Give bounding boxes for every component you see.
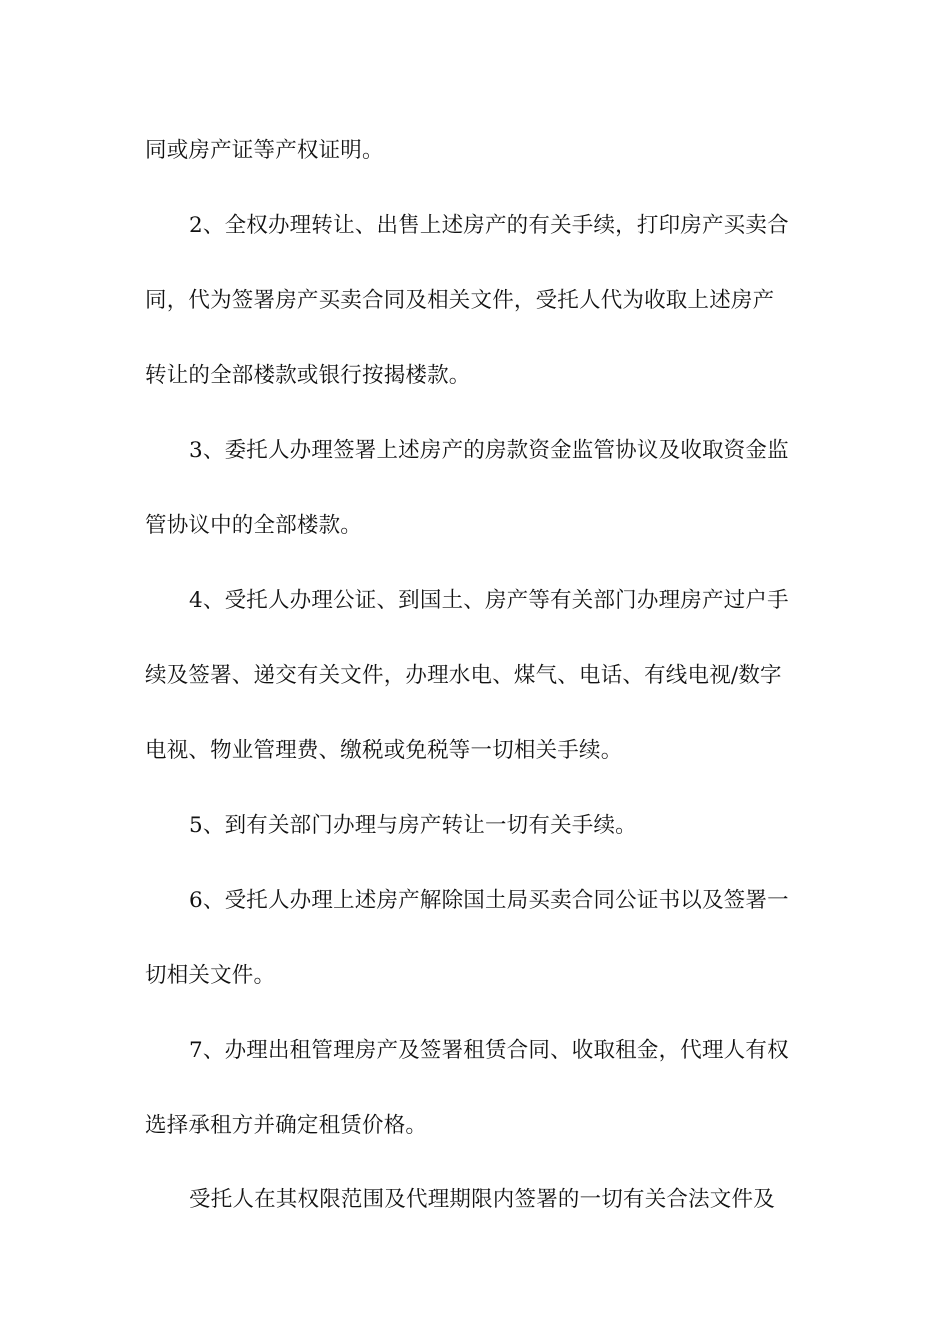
text-line: 同或房产证等产权证明。 bbox=[145, 138, 384, 163]
text-line: 续及签署、递交有关文件，办理水电、煤气、电话、有线电视/数字 bbox=[145, 663, 782, 688]
text-line: 7、办理出租管理房产及签署租赁合同、收取租金，代理人有权 bbox=[189, 1038, 789, 1063]
text-line: 3、委托人办理签署上述房产的房款资金监管协议及收取资金监 bbox=[189, 438, 789, 463]
text-line: 6、受托人办理上述房产解除国土局买卖合同公证书以及签署一 bbox=[189, 888, 789, 913]
text-line: 受托人在其权限范围及代理期限内签署的一切有关合法文件及 bbox=[189, 1187, 775, 1212]
text-line: 转让的全部楼款或银行按揭楼款。 bbox=[145, 363, 471, 388]
text-line: 切相关文件。 bbox=[145, 963, 276, 988]
text-line: 2、全权办理转让、出售上述房产的有关手续，打印房产买卖合 bbox=[189, 213, 789, 238]
text-line: 5、到有关部门办理与房产转让一切有关手续。 bbox=[189, 813, 637, 838]
text-line: 管协议中的全部楼款。 bbox=[145, 513, 363, 538]
text-line: 选择承租方并确定租赁价格。 bbox=[145, 1113, 428, 1138]
text-line: 同，代为签署房产买卖合同及相关文件，受托人代为收取上述房产 bbox=[145, 288, 775, 313]
text-line: 4、受托人办理公证、到国土、房产等有关部门办理房产过户手 bbox=[189, 588, 789, 613]
text-line: 电视、物业管理费、缴税或免税等一切相关手续。 bbox=[145, 738, 623, 763]
